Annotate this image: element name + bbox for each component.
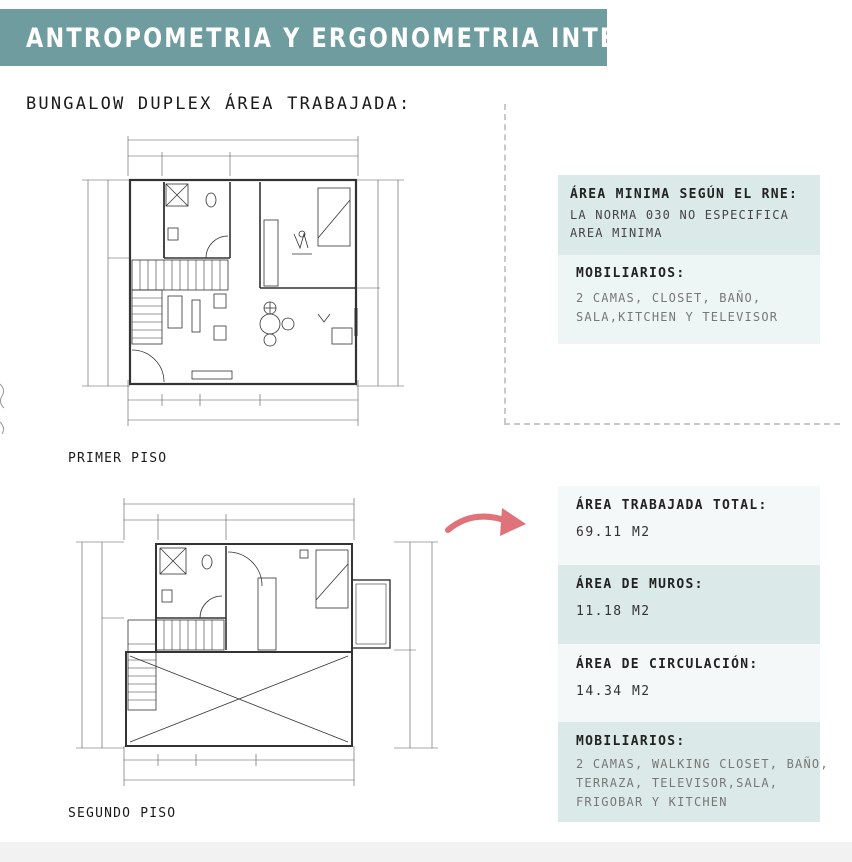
first-floor-plan xyxy=(80,128,410,433)
furniture-line1-bottom: 2 CAMAS, WALKING CLOSET, BAÑO, xyxy=(576,757,829,771)
total-area-card xyxy=(558,486,820,565)
furniture-line1-top: 2 CAMAS, CLOSET, BAÑO, xyxy=(576,291,762,305)
bottom-band xyxy=(0,842,852,862)
min-area-card xyxy=(558,175,820,255)
furniture-card-bottom xyxy=(558,722,829,822)
dashed-frame-horizontal xyxy=(504,423,840,425)
walls-area-card xyxy=(558,565,820,644)
walls-area-title: ÁREA DE MUROS: xyxy=(576,577,704,592)
min-area-title: ÁREA MINIMA SEGÚN EL RNE: xyxy=(570,187,799,202)
section-subtitle: BUNGALOW DUPLEX ÁREA TRABAJADA: xyxy=(26,94,412,114)
title-banner xyxy=(0,9,688,66)
total-area-value: 69.11 M2 xyxy=(576,525,651,540)
furniture-line2-bottom: TERRAZA, TELEVISOR,SALA, xyxy=(576,776,779,790)
dimension-lines xyxy=(76,498,438,786)
second-floor-label: SEGUNDO PISO xyxy=(68,806,177,821)
circulation-area-value: 14.34 M2 xyxy=(576,684,651,699)
furniture-title-bottom: MOBILIARIOS: xyxy=(576,734,686,749)
second-floor-plan xyxy=(76,494,442,794)
min-area-text-line2: AREA MINIMA xyxy=(570,226,663,240)
total-area-title: ÁREA TRABAJADA TOTAL: xyxy=(576,498,768,513)
side-decoration-icon xyxy=(0,382,10,442)
furniture-title-top: MOBILIARIOS: xyxy=(576,266,686,281)
circulation-area-title: ÁREA DE CIRCULACIÓN: xyxy=(576,657,759,672)
min-area-text-line1: LA NORMA 030 NO ESPECIFICA xyxy=(570,208,790,222)
furniture-card-top xyxy=(558,255,820,344)
walls-area-value: 11.18 M2 xyxy=(576,604,651,619)
furniture-line2-top: SALA,KITCHEN Y TELEVISOR xyxy=(576,310,779,324)
arrow-right-icon xyxy=(444,504,528,538)
first-floor-label: PRIMER PISO xyxy=(68,451,168,466)
page-title: ANTROPOMETRIA Y ERGONOMETRIA INTERIOR xyxy=(26,23,688,54)
dashed-frame-vertical xyxy=(504,104,506,424)
circulation-area-card xyxy=(558,644,820,722)
furniture-line3-bottom: FRIGOBAR Y KITCHEN xyxy=(576,795,728,809)
